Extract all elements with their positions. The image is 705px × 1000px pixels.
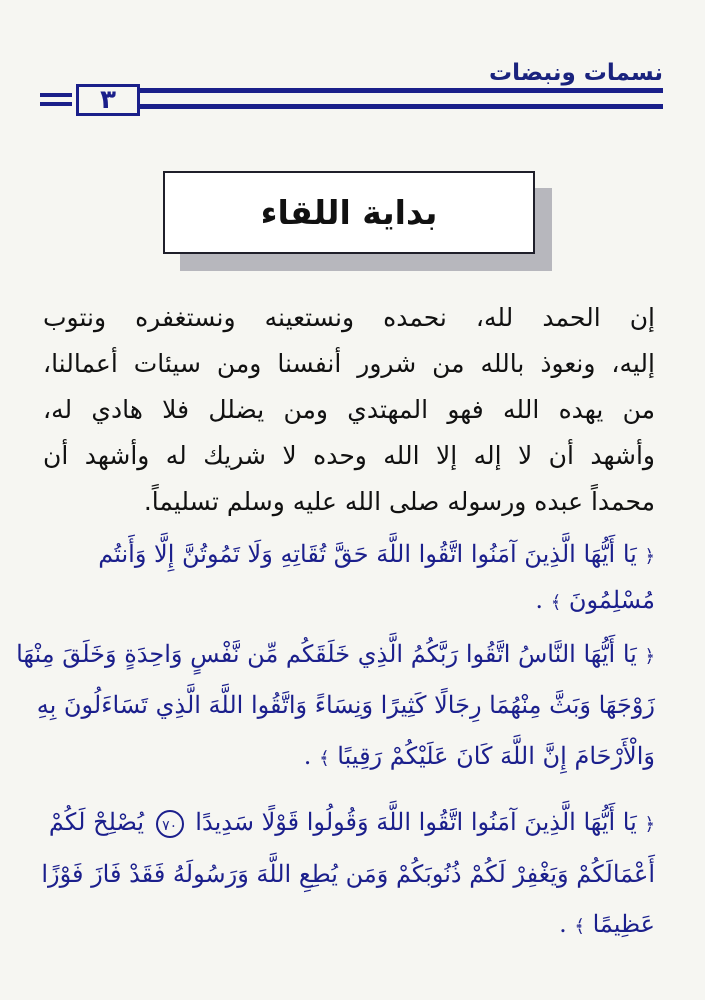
quran-open-bracket: ﴿: [644, 646, 655, 667]
quran-verse-line: [43, 737, 655, 778]
quran-verse-line: أَعْمَالَكُمْ وَيَغْفِرْ لَكُمْ ذُنُوبَكُمْ وَمَن يُطِعِ اللَّهَ وَرَسُولَهُ فَقَدْ فَازَ فَوْزًا: [41, 860, 655, 888]
quran-verse-line: [43, 535, 655, 576]
quran-verse-line: [43, 905, 655, 946]
paragraph-line: وأشهد أن لا إله إلا الله وحده لا شريك له وأشهد أن: [43, 441, 655, 470]
ayah-number-marker: ٧٠: [156, 810, 184, 838]
quran-close-bracket: ﴾: [319, 748, 330, 769]
quran-verse-text: يُصْلِحْ لَكُمْ: [48, 808, 145, 836]
book-title: نسمات ونبضات: [489, 60, 663, 86]
section-title: بداية اللقاء: [260, 193, 438, 232]
page-number-box: [76, 84, 140, 116]
quran-verse-text: يَا أَيُّهَا الَّذِينَ آمَنُوا اتَّقُوا اللَّهَ وَقُولُوا قَوْلًا سَدِيدًا: [195, 808, 637, 836]
quran-open-bracket: ﴿: [644, 814, 655, 835]
quran-close-bracket: ﴾: [550, 592, 562, 613]
quran-verse-line: [16, 635, 655, 676]
verse-end-period: .: [535, 586, 544, 614]
quran-verse-line: [43, 803, 655, 844]
quran-verse-text: يَا أَيُّهَا النَّاسُ اتَّقُوا رَبَّكُمُ الَّذِي خَلَقَكُم مِّن نَّفْسٍ وَاحِدَةٍ وَخَلَقَ مِنْهَا: [16, 640, 637, 668]
quran-open-bracket: ﴿: [644, 546, 655, 567]
verse-end-period: .: [303, 742, 312, 770]
quran-verse-text: عَظِيمًا: [592, 910, 655, 938]
header-rule-left-top: [40, 93, 72, 97]
paragraph-line: إن الحمد لله، نحمده ونستعينه ونستغفره ونتوب: [43, 303, 655, 332]
header-rule-bottom: [140, 104, 663, 109]
paragraph-line: إليه، ونعوذ بالله من شرور أنفسنا ومن سيئات أعمالنا،: [43, 349, 655, 378]
quran-verse-text: وَالْأَرْحَامَ إِنَّ اللَّهَ كَانَ عَلَيْكُمْ رَقِيبًا: [337, 742, 655, 770]
quran-verse-text: مُسْلِمُونَ: [568, 586, 655, 614]
section-title-box: [163, 171, 535, 254]
header-rule-top: [140, 88, 663, 93]
quran-close-bracket: ﴾: [574, 916, 585, 937]
page-number: ٣: [100, 85, 116, 115]
verse-end-period: .: [559, 910, 567, 938]
paragraph-line: من يهده الله فهو المهتدي ومن يضلل فلا هادي له،: [43, 395, 655, 424]
quran-verse-text: يَا أَيُّهَا الَّذِينَ آمَنُوا اتَّقُوا اللَّهَ حَقَّ تُقَاتِهِ وَلَا تَمُوتُنَّ إِلَّا وَأَنتُم: [98, 540, 637, 568]
quran-verse-line: زَوْجَهَا وَبَثَّ مِنْهُمَا رِجَالًا كَثِيرًا وَنِسَاءً وَاتَّقُوا اللَّهَ الَّذِي تَسَاءَلُونَ بِهِ: [36, 691, 655, 719]
header-rule-left-bottom: [40, 102, 72, 106]
quran-verse-line: [43, 581, 655, 622]
paragraph-line: محمداً عبده ورسوله صلى الله عليه وسلم تسليماً.: [143, 487, 655, 516]
